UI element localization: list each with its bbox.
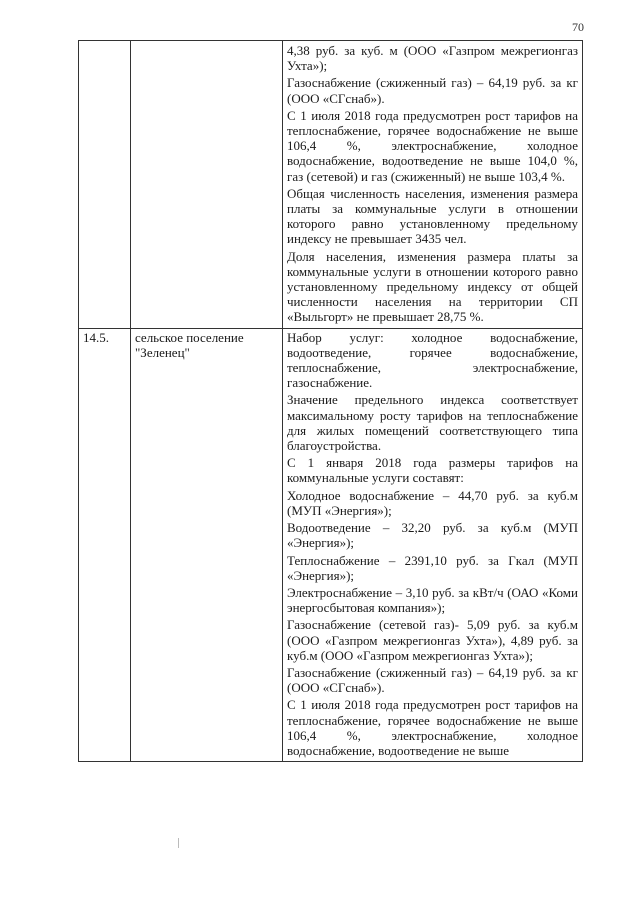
document-sheet: [78, 40, 582, 762]
regulation-table: [78, 40, 583, 762]
paragraph: Газоснабжение (сжиженный газ) – 64,19 руб. за кг (ООО «СГснаб»).: [287, 664, 578, 696]
paragraph: С 1 июля 2018 года предусмотрен рост тарифов на теплоснабжение, горячее водоснабжение не выше 106,4 %, электроснабжение, холодное водоснабжение, водоотведение не выше: [287, 697, 578, 758]
settlement-name-cell: [131, 41, 283, 329]
scan-mark: [178, 838, 179, 848]
settlement-type: сельское поселение: [135, 329, 244, 345]
description-cell: [283, 328, 583, 761]
paragraph: Водоотведение – 32,20 руб. за куб.м (МУП «Энергия»);: [287, 520, 578, 551]
paragraph: Доля населения, изменения размера платы за коммунальные услуги в отношении которого равно установленному предельному индексу от общей численности населения на территории СП «Выльгорт» не превышает 28,75 %.: [287, 248, 578, 325]
description-cell: [283, 41, 583, 329]
table-row: [79, 328, 583, 761]
paragraph: Общая численность населения, изменения размера платы за коммунальные услуги в отношении которого равно установленному предельному индексу не превышает 3435 чел.: [287, 185, 578, 247]
settlement-name-cell: [131, 328, 283, 761]
paragraph: Набор услуг: холодное водоснабжение, водоотведение, горячее водоснабжение, теплоснабжение, электроснабжение, газоснабжение.: [287, 329, 578, 391]
paragraph: 4,38 руб. за куб. м (ООО «Газпром межрегионгаз Ухта»);: [287, 43, 578, 74]
table-row: [79, 41, 583, 329]
paragraph: С 1 января 2018 года размеры тарифов на коммунальные услуги составят:: [287, 455, 578, 486]
paragraph: Холодное водоснабжение – 44,70 руб. за куб.м (МУП «Энергия»);: [287, 487, 578, 518]
paragraph: Теплоснабжение – 2391,10 руб. за Гкал (МУП «Энергия»);: [287, 552, 578, 583]
paragraph: Газоснабжение (сетевой газ)- 5,09 руб. за куб.м (ООО «Газпром межрегионгаз Ухта»), 4,89 руб. за куб.м (ООО «Газпром межрегионгаз Ухта»);: [287, 617, 578, 663]
settlement-name: "Зеленец": [135, 344, 190, 360]
paragraph: Значение предельного индекса соответствует максимальному росту тарифов на теплоснабжение для жилых помещений соответствующего типа благоустройства.: [287, 392, 578, 454]
paragraph: Газоснабжение (сжиженный газ) – 64,19 руб. за кг (ООО «СГснаб»).: [287, 75, 578, 106]
row-number-cell: [79, 41, 131, 329]
paragraph: Электроснабжение – 3,10 руб. за кВт/ч (ОАО «Коми энергосбытовая компания»);: [287, 584, 578, 616]
page-number: 70: [572, 20, 584, 34]
row-number-cell: 14.5.: [79, 328, 131, 761]
paragraph: С 1 июля 2018 года предусмотрен рост тарифов на теплоснабжение, горячее водоснабжение не выше 106,4 %, электроснабжение, холодное водоснабжение, водоотведение не выше 104,0 %, газ (сетевой) и газ (сжиженный) не выше 103,4 %.: [287, 107, 578, 184]
